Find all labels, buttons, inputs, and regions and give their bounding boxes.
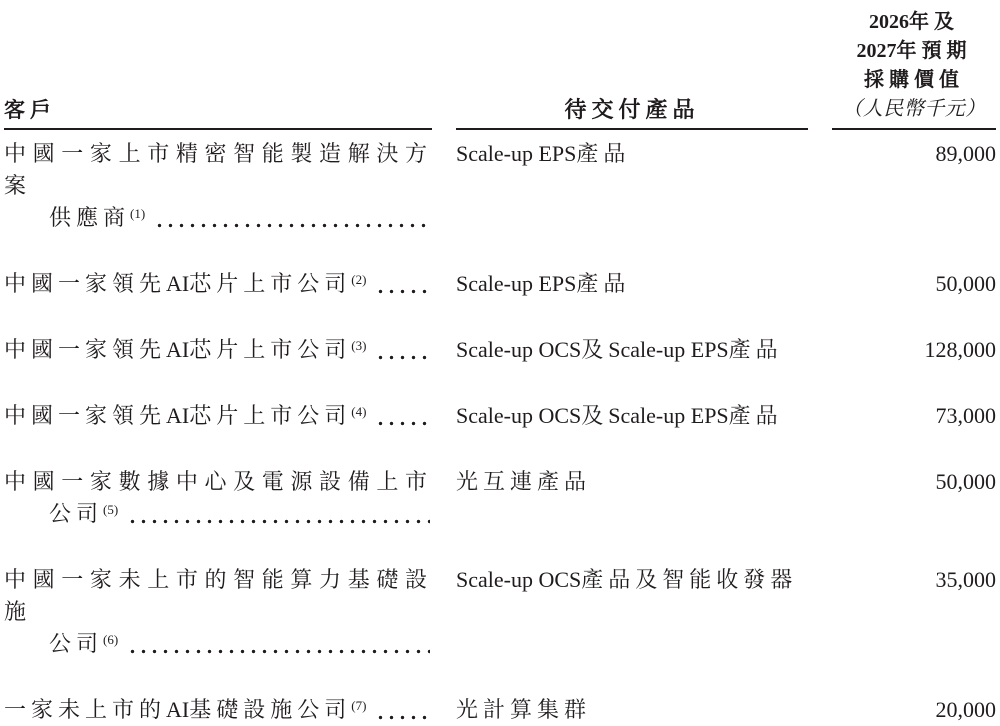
customer-name: 中國一家領先AI芯片上市公司$^{(3)}$ [4,337,367,362]
table-row [0,334,1000,366]
customer-cell [4,268,432,300]
column-header-value [832,8,996,130]
dot-leader [154,202,430,234]
footnote-marker: (6) [103,631,119,647]
footnote-marker: (2) [351,271,367,287]
product-cell: Scale-up EPS產品 [456,141,631,166]
dot-leader [375,268,430,300]
customer-name-line-2 [4,202,432,234]
customer-name-line-2 [4,628,432,660]
dot-leader [127,498,430,530]
value-cell: 128,000 [924,337,996,362]
customer-name-line-2 [4,268,432,300]
dot-leader [127,628,430,660]
product-cell: 光互連產品 [456,469,592,494]
value-cell: 50,000 [935,469,996,494]
table-header [0,0,1000,130]
value-cell: 89,000 [935,141,996,166]
customer-name: 一家未上市的AI基礎設施公司$^{(7)}$ [4,697,367,722]
dot-leader [375,334,430,366]
customer-name: 供應商$^{(1)}$ [49,205,146,230]
table-row [0,694,1000,726]
footnote-marker: (1) [130,205,146,221]
customer-name: 中國一家領先AI芯片上市公司$^{(4)}$ [4,403,367,428]
product-header-label: 待交付產品 [564,97,700,122]
value-header-line-2: 2027年預期 [856,40,972,62]
product-cell: Scale-up OCS及Scale-up EPS產品 [456,337,783,362]
footnote-marker: (3) [351,337,367,353]
customer-cell [4,138,432,234]
customer-cell [4,564,432,660]
product-cell: Scale-up EPS產品 [456,271,631,296]
table-body [0,138,1000,726]
value-cell: 73,000 [935,403,996,428]
value-cell: 50,000 [935,271,996,296]
customer-header-label: 客戶 [4,98,56,122]
customer-name: 公司$^{(6)}$ [49,631,119,656]
customer-cell [4,334,432,366]
table-row [0,138,1000,234]
value-header-line-3: 採購價值 [864,69,964,91]
customer-name-line-1: 中國一家上市精密智能製造解決方案 [4,141,432,198]
customer-name-line-2 [4,334,432,366]
customer-name-line-2 [4,694,432,726]
value-cell: 35,000 [935,567,996,592]
table-row [0,564,1000,660]
customer-cell [4,694,432,726]
column-header-customer [4,98,432,130]
customer-cell [4,466,432,530]
footnote-marker: (7) [351,697,367,713]
footnote-marker: (5) [103,501,119,517]
table-row [0,400,1000,432]
customer-name-line-2 [4,400,432,432]
customer-name-line-1: 中國一家數據中心及電源設備上市 [4,469,432,494]
customer-cell [4,400,432,432]
value-cell: 20,000 [935,697,996,722]
table-row [0,268,1000,300]
column-header-product [456,98,808,130]
value-header-line-1: 2026年及 [869,11,959,33]
dot-leader [375,400,430,432]
footnote-marker: (4) [351,403,367,419]
product-cell: Scale-up OCS及Scale-up EPS產品 [456,403,783,428]
customer-name: 中國一家領先AI芯片上市公司$^{(2)}$ [4,271,367,296]
product-cell: Scale-up OCS產品及智能收發器 [456,567,798,592]
table-row [0,466,1000,530]
customer-name-line-2 [4,498,432,530]
value-header-unit: （人民幣千元） [842,98,986,120]
dot-leader [375,694,430,726]
product-cell: 光計算集群 [456,697,592,722]
customer-name: 公司$^{(5)}$ [49,501,119,526]
customer-name-line-1: 中國一家未上市的智能算力基礎設施 [4,567,432,624]
